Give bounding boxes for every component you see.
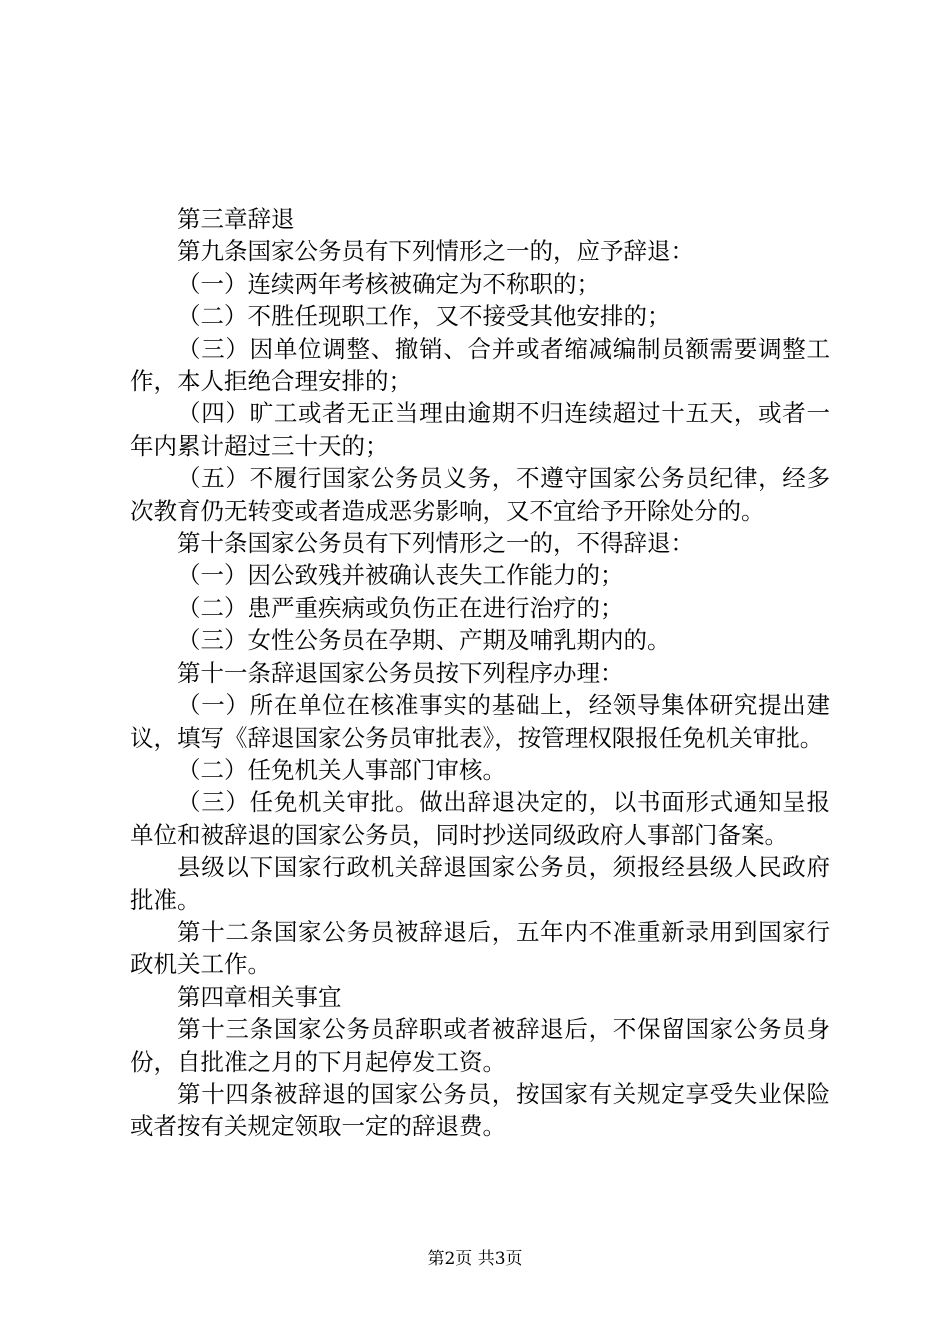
clause-paragraph: （二）不胜任现职工作，又不接受其他安排的； [177, 302, 671, 331]
clause-paragraph: （二）患严重疾病或负伤正在进行治疗的； [177, 593, 624, 622]
article-paragraph: 第十二条国家公务员被辞退后，五年内不准重新录用到国家行政机关工作。 [130, 917, 830, 979]
clause-paragraph: （三）任免机关审批。做出辞退决定的，以书面形式通知呈报单位和被辞退的国家公务员，同时抄送同级政府人事部门备案。 [130, 788, 830, 849]
clause-paragraph: （一）所在单位在核准事实的基础上，经领导集体研究提出建议，填写《辞退国家公务员审批表》，按管理权限报任免机关审批。 [130, 691, 830, 752]
article-paragraph: 第十条国家公务员有下列情形之一的，不得辞退： [177, 529, 694, 558]
article-paragraph: 第十一条辞退国家公务员按下列程序办理： [177, 658, 624, 687]
clause-paragraph: （五）不履行国家公务员义务，不遵守国家公务员纪律，经多次教育仍无转变或者造成恶劣影响，又不宜给予开除处分的。 [130, 464, 830, 525]
page-number-label: 第2页 共3页 [427, 1249, 523, 1269]
chapter-heading: 第三章辞退 [177, 205, 295, 233]
body-paragraph: 县级以下国家行政机关辞退国家公务员，须报经县级人民政府批准。 [130, 853, 830, 914]
clause-paragraph: （一）因公致残并被确认丧失工作能力的； [177, 561, 624, 590]
article-paragraph: 第十四条被辞退的国家公务员，按国家有关规定享受失业保险或者按有关规定领取一定的辞退费。 [130, 1079, 830, 1141]
clause-paragraph: （四）旷工或者无正当理由逾期不归连续超过十五天，或者一年内累计超过三十天的； [130, 399, 830, 460]
clause-paragraph: （三）女性公务员在孕期、产期及哺乳期内的。 [177, 626, 671, 655]
page-footer [0, 1244, 950, 1269]
article-paragraph: 第十三条国家公务员辞职或者被辞退后，不保留国家公务员身份，自批准之月的下月起停发工资。 [130, 1015, 830, 1076]
chapter-heading: 第四章相关事宜 [177, 982, 342, 1011]
clause-paragraph: （二）任免机关人事部门审核。 [177, 755, 506, 784]
clause-paragraph: （三）因单位调整、撤销、合并或者缩减编制员额需要调整工作，本人拒绝合理安排的； [130, 334, 830, 396]
document-body [130, 203, 830, 1143]
article-paragraph: 第九条国家公务员有下列情形之一的，应予辞退： [177, 237, 694, 266]
clause-paragraph: （一）连续两年考核被确定为不称职的； [177, 269, 600, 298]
